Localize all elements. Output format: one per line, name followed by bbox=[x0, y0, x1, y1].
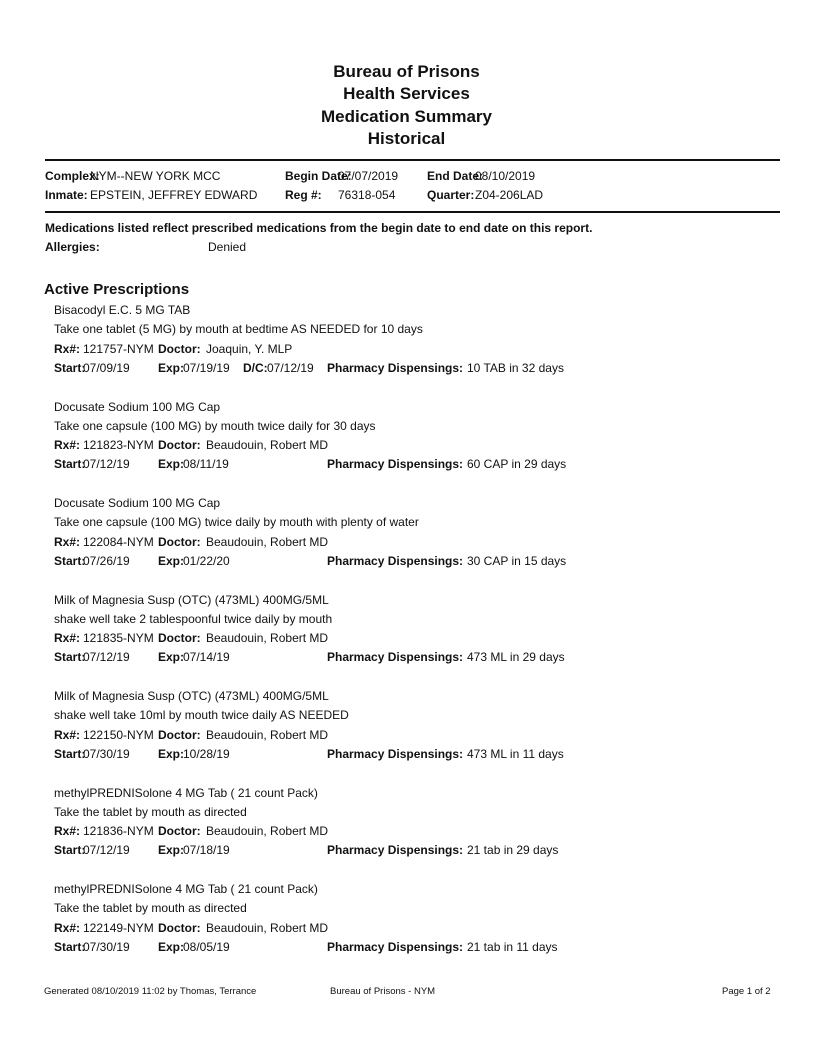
reg-label: Reg #: bbox=[285, 188, 322, 202]
prescription-rx-row bbox=[0, 823, 813, 839]
allergies-value: Denied bbox=[208, 240, 247, 254]
medication-instructions: shake well take 2 tablespoonful twice daily by mouth bbox=[54, 611, 333, 626]
end-date-value: 08/10/2019 bbox=[475, 169, 536, 183]
prescription-dates-row bbox=[0, 842, 813, 858]
start-label: Start: bbox=[54, 843, 86, 858]
doctor-label: Doctor: bbox=[158, 920, 201, 935]
medication-instructions: Take the tablet by mouth as directed bbox=[54, 804, 247, 819]
start-label: Start: bbox=[54, 939, 86, 954]
inmate-label: Inmate: bbox=[45, 188, 88, 202]
footer-center: Bureau of Prisons - NYM bbox=[330, 986, 436, 997]
pharmacy-dispensings: 30 CAP in 15 days bbox=[467, 553, 567, 568]
pharmacy-dispensings: 60 CAP in 29 days bbox=[467, 457, 567, 472]
begin-date-label: Begin Date: bbox=[285, 169, 352, 183]
section-title: Active Prescriptions bbox=[44, 281, 190, 298]
prescription-sig-row bbox=[0, 418, 813, 434]
title-line-1: Bureau of Prisons bbox=[333, 62, 480, 81]
start-date: 07/12/19 bbox=[83, 843, 130, 858]
start-date: 07/12/19 bbox=[83, 650, 130, 665]
medication-name: Bisacodyl E.C. 5 MG TAB bbox=[54, 303, 191, 317]
prescription-name-row bbox=[0, 399, 813, 415]
start-label: Start: bbox=[54, 553, 86, 568]
medication-instructions: Take one capsule (100 MG) by mouth twice daily for 30 days bbox=[54, 418, 376, 433]
prescription-sig-row bbox=[0, 514, 813, 530]
pharmacy-dispensings: 21 tab in 29 days bbox=[467, 843, 559, 858]
start-label: Start: bbox=[54, 746, 86, 761]
doctor-name: Beaudouin, Robert MD bbox=[206, 824, 329, 839]
rx-label: Rx#: bbox=[54, 727, 81, 742]
inmate-value: EPSTEIN, JEFFREY EDWARD bbox=[90, 188, 258, 202]
pharmacy-dispensings: 10 TAB in 32 days bbox=[467, 360, 564, 375]
exp-date: 07/18/19 bbox=[183, 843, 230, 858]
pharmacy-label: Pharmacy Dispensings: bbox=[327, 746, 464, 761]
doctor-name: Beaudouin, Robert MD bbox=[206, 534, 329, 549]
start-date: 07/26/19 bbox=[83, 553, 130, 568]
pharmacy-label: Pharmacy Dispensings: bbox=[327, 360, 464, 375]
exp-label: Exp: bbox=[158, 360, 185, 375]
prescription-name-row bbox=[0, 881, 813, 897]
exp-label: Exp: bbox=[158, 553, 185, 568]
begin-date-value: 07/07/2019 bbox=[338, 169, 399, 183]
info-row-2 bbox=[0, 187, 813, 203]
pharmacy-label: Pharmacy Dispensings: bbox=[327, 457, 464, 472]
exp-date: 08/11/19 bbox=[183, 457, 229, 472]
medication-name: Docusate Sodium 100 MG Cap bbox=[54, 399, 221, 414]
medication-name: methylPREDNISolone 4 MG Tab ( 21 count Pack) bbox=[54, 785, 318, 800]
prescription-rx-row bbox=[0, 630, 813, 646]
dc-date: 07/12/19 bbox=[267, 360, 314, 375]
doctor-label: Doctor: bbox=[158, 341, 201, 356]
complex-value: NYM--NEW YORK MCC bbox=[90, 169, 221, 183]
title-line-4: Historical bbox=[367, 129, 446, 148]
doctor-label: Doctor: bbox=[158, 727, 201, 742]
pharmacy-label: Pharmacy Dispensings: bbox=[327, 939, 464, 954]
exp-label: Exp: bbox=[158, 457, 185, 472]
medication-instructions: shake well take 10ml by mouth twice daily AS NEEDED bbox=[54, 708, 349, 723]
pharmacy-label: Pharmacy Dispensings: bbox=[327, 843, 464, 858]
prescription-sig-row bbox=[0, 804, 813, 820]
prescription-rx-row bbox=[0, 920, 813, 936]
rx-label: Rx#: bbox=[54, 438, 81, 453]
doctor-label: Doctor: bbox=[158, 534, 201, 549]
exp-date: 07/19/19 bbox=[183, 360, 230, 375]
start-label: Start: bbox=[54, 457, 86, 472]
prescription-name-row bbox=[0, 302, 813, 318]
complex-label: Complex: bbox=[45, 169, 100, 183]
doctor-name: Beaudouin, Robert MD bbox=[206, 631, 329, 646]
reg-value: 76318-054 bbox=[338, 188, 396, 202]
medication-instructions: Take one capsule (100 MG) twice daily by mouth with plenty of water bbox=[54, 515, 419, 530]
prescription-sig-row bbox=[0, 900, 813, 916]
doctor-label: Doctor: bbox=[158, 438, 201, 453]
doctor-name: Beaudouin, Robert MD bbox=[206, 438, 329, 453]
exp-date: 01/22/20 bbox=[183, 553, 230, 568]
rx-number: 121836-NYM bbox=[83, 824, 154, 839]
pharmacy-dispensings: 473 ML in 11 days bbox=[467, 746, 564, 761]
prescription-rx-row bbox=[0, 437, 813, 453]
quarter-label: Quarter: bbox=[427, 188, 475, 202]
prescription-name-row bbox=[0, 688, 813, 704]
dc-label: D/C: bbox=[243, 360, 268, 375]
rx-label: Rx#: bbox=[54, 631, 81, 646]
doctor-name: Joaquin, Y. MLP bbox=[206, 341, 293, 356]
footer-generated: Generated 08/10/2019 11:02 by Thomas, Terrance bbox=[44, 986, 257, 997]
prescription-name-row bbox=[0, 785, 813, 801]
medication-name: Docusate Sodium 100 MG Cap bbox=[54, 496, 221, 510]
prescription-sig-row bbox=[0, 321, 813, 337]
exp-label: Exp: bbox=[158, 939, 185, 954]
footer-page: Page 1 of 2 bbox=[722, 986, 771, 997]
medication-instructions: Take the tablet by mouth as directed bbox=[54, 901, 247, 916]
rx-number: 122084-NYM bbox=[83, 534, 154, 549]
prescription-dates-row bbox=[0, 360, 813, 376]
medication-name: Milk of Magnesia Susp (OTC) (473ML) 400MG/5ML bbox=[54, 592, 329, 607]
header-rule-top bbox=[45, 159, 780, 161]
start-label: Start: bbox=[54, 650, 86, 665]
start-date: 07/09/19 bbox=[83, 360, 130, 375]
start-date: 07/30/19 bbox=[83, 939, 130, 954]
prescription-name-row bbox=[0, 495, 813, 511]
start-date: 07/30/19 bbox=[83, 746, 130, 761]
prescription-rx-row bbox=[0, 727, 813, 743]
medication-name: methylPREDNISolone 4 MG Tab ( 21 count Pack) bbox=[54, 882, 318, 896]
prescription-name-row bbox=[0, 592, 813, 608]
info-row-1 bbox=[0, 168, 813, 184]
doctor-name: Beaudouin, Robert MD bbox=[206, 920, 329, 935]
medication-instructions: Take one tablet (5 MG) by mouth at bedtime AS NEEDED for 10 days bbox=[54, 322, 423, 337]
rx-number: 121757-NYM bbox=[83, 341, 154, 356]
end-date-label: End Date: bbox=[427, 169, 484, 183]
quarter-value: Z04-206LAD bbox=[475, 188, 544, 202]
allergies-label: Allergies: bbox=[45, 240, 100, 254]
rx-number: 122150-NYM bbox=[83, 727, 154, 742]
prescription-dates-row bbox=[0, 649, 813, 665]
start-label: Start: bbox=[54, 360, 86, 375]
exp-date: 07/14/19 bbox=[183, 650, 230, 665]
exp-label: Exp: bbox=[158, 746, 185, 761]
prescription-rx-row bbox=[0, 534, 813, 550]
rx-number: 121823-NYM bbox=[83, 438, 154, 453]
disclaimer: Medications listed reflect prescribed medications from the begin date to end date on this report. bbox=[45, 221, 593, 235]
pharmacy-label: Pharmacy Dispensings: bbox=[327, 650, 464, 665]
rx-number: 121835-NYM bbox=[83, 631, 154, 646]
rx-label: Rx#: bbox=[54, 920, 81, 935]
pharmacy-dispensings: 473 ML in 29 days bbox=[467, 650, 565, 665]
rx-label: Rx#: bbox=[54, 824, 81, 839]
header-rule-bottom bbox=[45, 211, 780, 213]
prescription-rx-row bbox=[0, 341, 813, 357]
rx-label: Rx#: bbox=[54, 341, 81, 356]
prescription-dates-row bbox=[0, 456, 813, 472]
prescription-sig-row bbox=[0, 707, 813, 723]
start-date: 07/12/19 bbox=[83, 457, 130, 472]
exp-date: 10/28/19 bbox=[183, 746, 230, 761]
exp-date: 08/05/19 bbox=[183, 939, 230, 954]
pharmacy-dispensings: 21 tab in 11 days bbox=[467, 939, 558, 954]
doctor-label: Doctor: bbox=[158, 631, 201, 646]
prescription-dates-row bbox=[0, 939, 813, 955]
prescription-sig-row bbox=[0, 611, 813, 627]
exp-label: Exp: bbox=[158, 650, 185, 665]
title-line-2: Health Services bbox=[343, 84, 470, 103]
rx-number: 122149-NYM bbox=[83, 920, 154, 935]
exp-label: Exp: bbox=[158, 843, 185, 858]
rx-label: Rx#: bbox=[54, 534, 81, 549]
prescription-dates-row bbox=[0, 553, 813, 569]
doctor-label: Doctor: bbox=[158, 824, 201, 839]
medication-name: Milk of Magnesia Susp (OTC) (473ML) 400MG/5ML bbox=[54, 689, 329, 703]
doctor-name: Beaudouin, Robert MD bbox=[206, 727, 329, 742]
pharmacy-label: Pharmacy Dispensings: bbox=[327, 553, 464, 568]
prescription-dates-row bbox=[0, 746, 813, 762]
title-line-3: Medication Summary bbox=[321, 107, 492, 126]
